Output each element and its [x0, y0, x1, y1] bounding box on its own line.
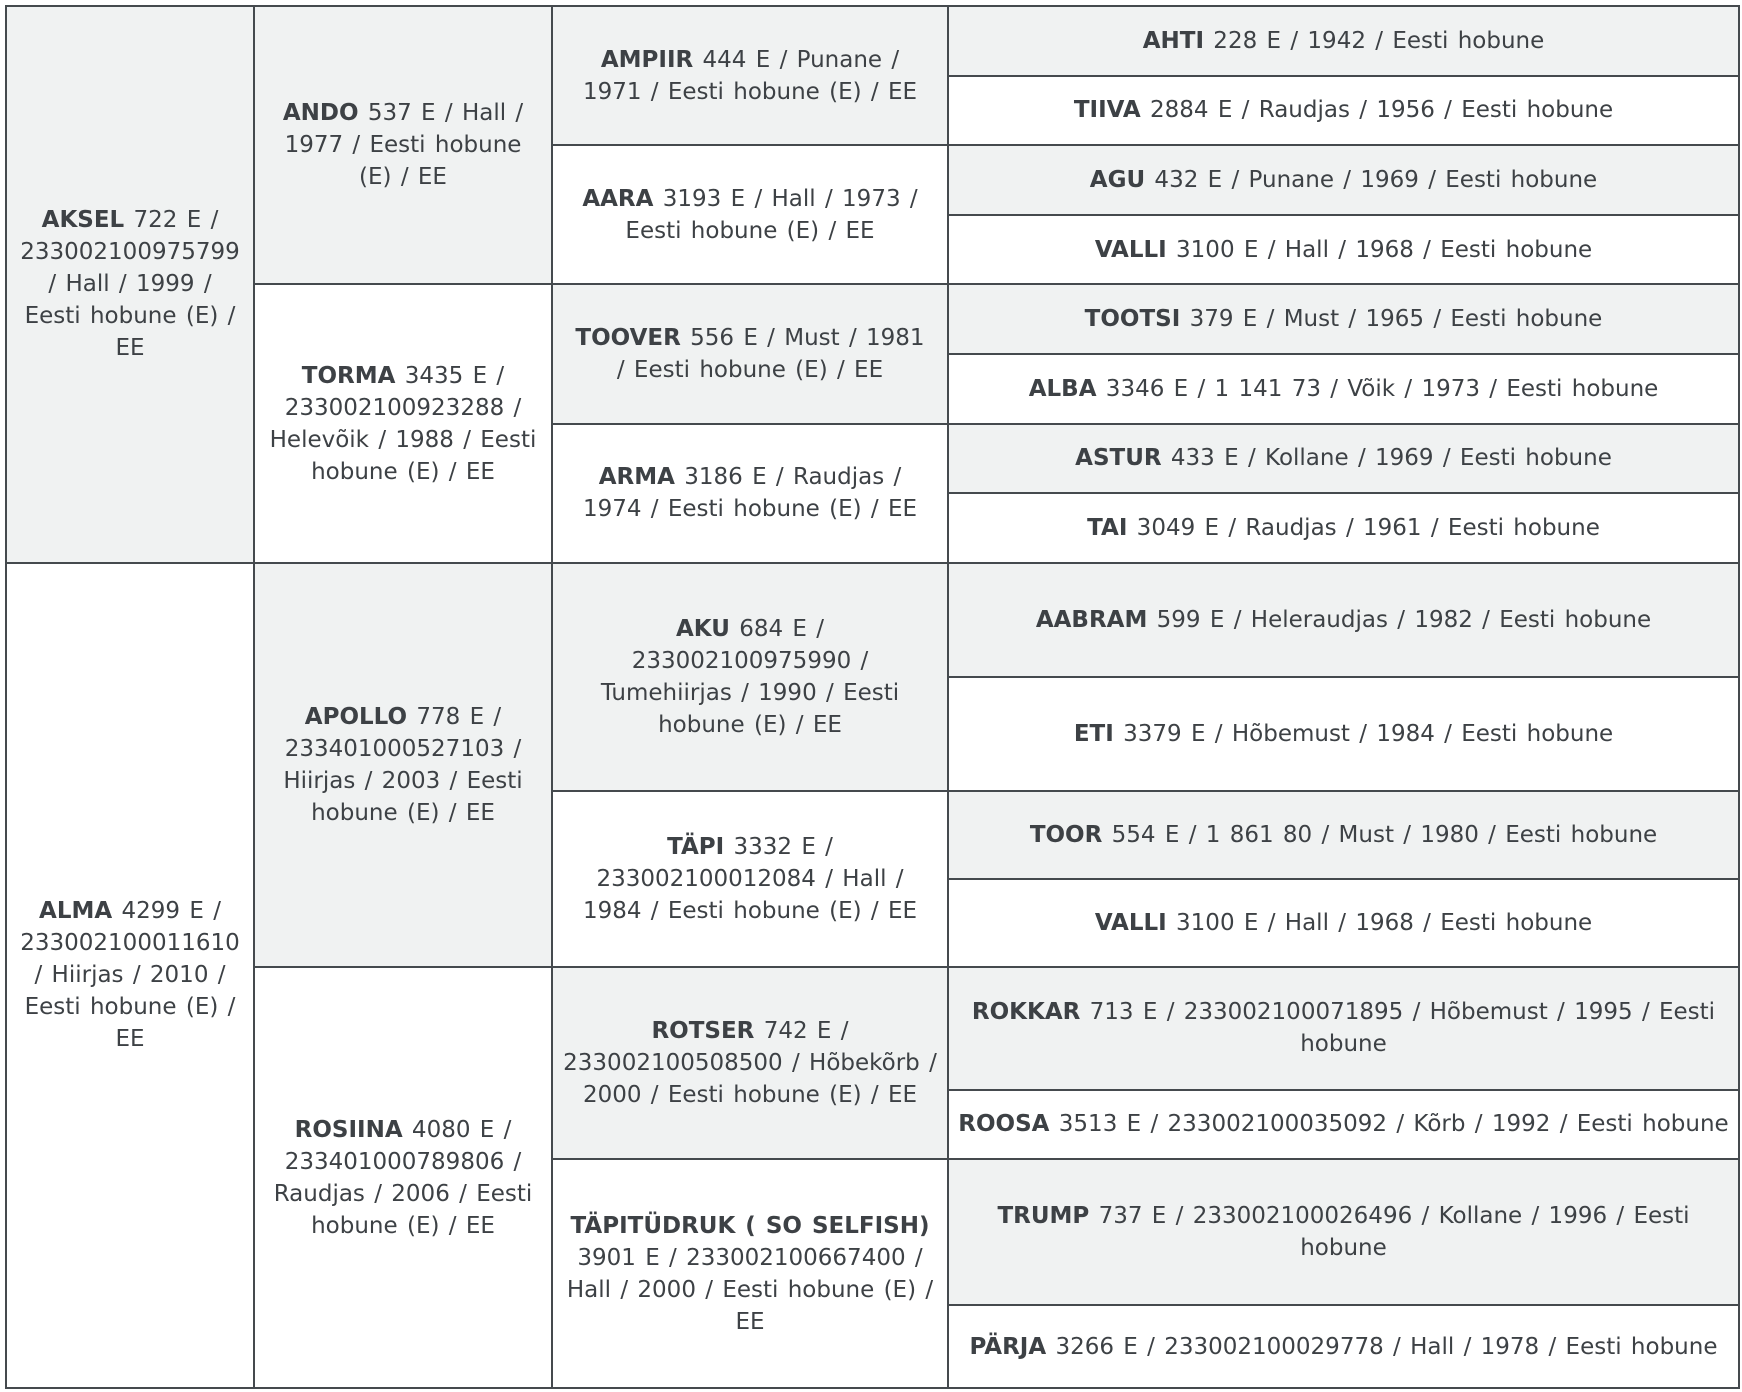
horse-name: ROSIINA	[294, 1116, 403, 1143]
horse-name: TAI	[1087, 514, 1128, 541]
pedigree-table	[5, 5, 1740, 1389]
horse-info: 684 E / 233002100975990 / Tumehiirjas / 1990 / Eesti hobune (E) / EE	[600, 616, 900, 739]
horse-dam	[6, 563, 254, 1388]
horse-name: ARMA	[598, 464, 675, 491]
horse-name: TOOVER	[575, 324, 681, 351]
horse-name: ETI	[1073, 721, 1114, 748]
horse-sire-sire-sire-dam	[948, 76, 1739, 146]
horse-name: TIIVA	[1073, 97, 1141, 124]
horse-name: TORMA	[301, 362, 396, 389]
horse-dam-dam-sire	[552, 967, 948, 1159]
horse-info: 4080 E / 233401000789806 / Raudjas / 2006 / Eesti hobune (E) / EE	[273, 1116, 533, 1239]
horse-info: 3266 E / 233002100029778 / Hall / 1978 / Eesti hobune	[1046, 1333, 1718, 1360]
horse-dam-dam-dam-sire	[948, 1159, 1739, 1305]
horse-name: TOOTSI	[1084, 306, 1181, 333]
horse-info: 737 E / 233002100026496 / Kollane / 1996 / Eesti hobune	[1089, 1203, 1690, 1262]
horse-name: AMPIIR	[600, 46, 694, 73]
horse-sire-sire	[254, 6, 552, 284]
horse-name: ROKKAR	[971, 999, 1081, 1026]
horse-sire-dam-dam-sire	[948, 424, 1739, 494]
horse-sire	[6, 6, 254, 563]
horse-name: ALMA	[39, 898, 113, 925]
horse-dam-sire-sire-dam	[948, 677, 1739, 791]
horse-info: 228 E / 1942 / Eesti hobune	[1204, 27, 1545, 54]
horse-dam-sire-sire-sire	[948, 563, 1739, 677]
horse-name: ASTUR	[1075, 445, 1162, 472]
horse-dam-dam-sire-dam	[948, 1090, 1739, 1160]
horse-name: ROTSER	[651, 1018, 755, 1045]
horse-sire-dam	[254, 284, 552, 562]
pedigree-row	[6, 284, 1739, 354]
horse-dam-dam	[254, 967, 552, 1388]
horse-info: 3100 E / Hall / 1968 / Eesti hobune	[1166, 910, 1593, 937]
horse-name: TÄPI	[667, 834, 725, 861]
horse-sire-dam-sire	[552, 284, 948, 423]
horse-name: ANDO	[282, 100, 359, 127]
horse-sire-sire-sire-sire	[948, 6, 1739, 76]
horse-name: TÄPITÜDRUK ( SO SELFISH)	[570, 1212, 930, 1239]
horse-name: AKSEL	[41, 207, 125, 234]
horse-info: 3100 E / Hall / 1968 / Eesti hobune	[1166, 236, 1593, 263]
horse-info: 778 E / 233401000527103 / Hiirjas / 2003 / Eesti hobune (E) / EE	[283, 703, 523, 826]
horse-sire-dam-sire-sire	[948, 284, 1739, 354]
horse-dam-dam-sire-sire	[948, 967, 1739, 1090]
horse-dam-sire-dam	[552, 791, 948, 967]
horse-info: 722 E / 233002100975799 / Hall / 1999 / Eesti hobune (E) / EE	[20, 207, 240, 362]
pedigree-row	[6, 967, 1739, 1090]
horse-info: 599 E / Heleraudjas / 1982 / Eesti hobune	[1147, 606, 1652, 633]
horse-info: 3332 E / 233002100012084 / Hall / 1984 / Eesti hobune (E) / EE	[582, 834, 918, 925]
horse-info: 3346 E / 1 141 73 / Võik / 1973 / Eesti hobune	[1096, 375, 1659, 402]
horse-sire-sire-dam	[552, 145, 948, 284]
horse-name: VALLI	[1094, 236, 1167, 263]
pedigree-row	[6, 6, 1739, 76]
horse-name: ALBA	[1028, 375, 1097, 402]
horse-sire-dam-dam	[552, 424, 948, 563]
horse-info: 3435 E / 233002100923288 / Helevõik / 1988 / Eesti hobune (E) / EE	[269, 362, 537, 485]
pedigree-row	[6, 563, 1739, 677]
horse-sire-sire-dam-sire	[948, 145, 1739, 215]
horse-info: 432 E / Punane / 1969 / Eesti hobune	[1145, 166, 1598, 193]
horse-info: 433 E / Kollane / 1969 / Eesti hobune	[1161, 445, 1612, 472]
horse-name: TRUMP	[997, 1203, 1090, 1230]
horse-sire-sire-sire	[552, 6, 948, 145]
horse-dam-sire	[254, 563, 552, 967]
horse-name: ROOSA	[958, 1111, 1050, 1138]
horse-dam-dam-dam-dam	[948, 1305, 1739, 1388]
horse-info: 3379 E / Hõbemust / 1984 / Eesti hobune	[1113, 721, 1614, 748]
horse-info: 444 E / Punane / 1971 / Eesti hobune (E) / EE	[582, 46, 918, 105]
horse-info: 4299 E / 233002100011610 / Hiirjas / 2010 / Eesti hobune (E) / EE	[20, 898, 240, 1053]
horse-name: AGU	[1089, 166, 1146, 193]
horse-info: 3513 E / 233002100035092 / Kõrb / 1992 / Eesti hobune	[1049, 1111, 1729, 1138]
horse-name: TOOR	[1029, 822, 1103, 849]
horse-info: 742 E / 233002100508500 / Hõbekõrb / 2000 / Eesti hobune (E) / EE	[563, 1018, 937, 1109]
horse-dam-sire-dam-dam	[948, 879, 1739, 967]
horse-name: AABRAM	[1035, 606, 1148, 633]
horse-info: 379 E / Must / 1965 / Eesti hobune	[1180, 306, 1603, 333]
horse-name: APOLLO	[304, 703, 408, 730]
horse-sire-sire-dam-dam	[948, 215, 1739, 285]
horse-dam-sire-sire	[552, 563, 948, 792]
horse-info: 3186 E / Raudjas / 1974 / Eesti hobune (E) / EE	[582, 464, 918, 523]
horse-name: PÄRJA	[969, 1333, 1047, 1360]
horse-sire-dam-sire-dam	[948, 354, 1739, 424]
horse-name: VALLI	[1094, 910, 1167, 937]
horse-info: 3901 E / 233002100667400 / Hall / 2000 / Eesti hobune (E) / EE	[566, 1244, 934, 1335]
horse-info: 556 E / Must / 1981 / Eesti hobune (E) / EE	[616, 324, 925, 383]
horse-info: 2884 E / Raudjas / 1956 / Eesti hobune	[1140, 97, 1614, 124]
horse-name: AHTI	[1142, 27, 1204, 54]
horse-info: 3193 E / Hall / 1973 / Eesti hobune (E) / EE	[625, 185, 918, 244]
horse-name: AKU	[675, 616, 730, 643]
horse-info: 713 E / 233002100071895 / Hõbemust / 1995 / Eesti hobune	[1080, 999, 1716, 1058]
horse-info: 537 E / Hall / 1977 / Eesti hobune (E) / EE	[284, 100, 524, 191]
horse-info: 3049 E / Raudjas / 1961 / Eesti hobune	[1127, 514, 1600, 541]
horse-info: 554 E / 1 861 80 / Must / 1980 / Eesti hobune	[1102, 822, 1658, 849]
horse-dam-dam-dam	[552, 1159, 948, 1388]
horse-dam-sire-dam-sire	[948, 791, 1739, 879]
horse-sire-dam-dam-dam	[948, 493, 1739, 563]
horse-name: AARA	[582, 185, 654, 212]
